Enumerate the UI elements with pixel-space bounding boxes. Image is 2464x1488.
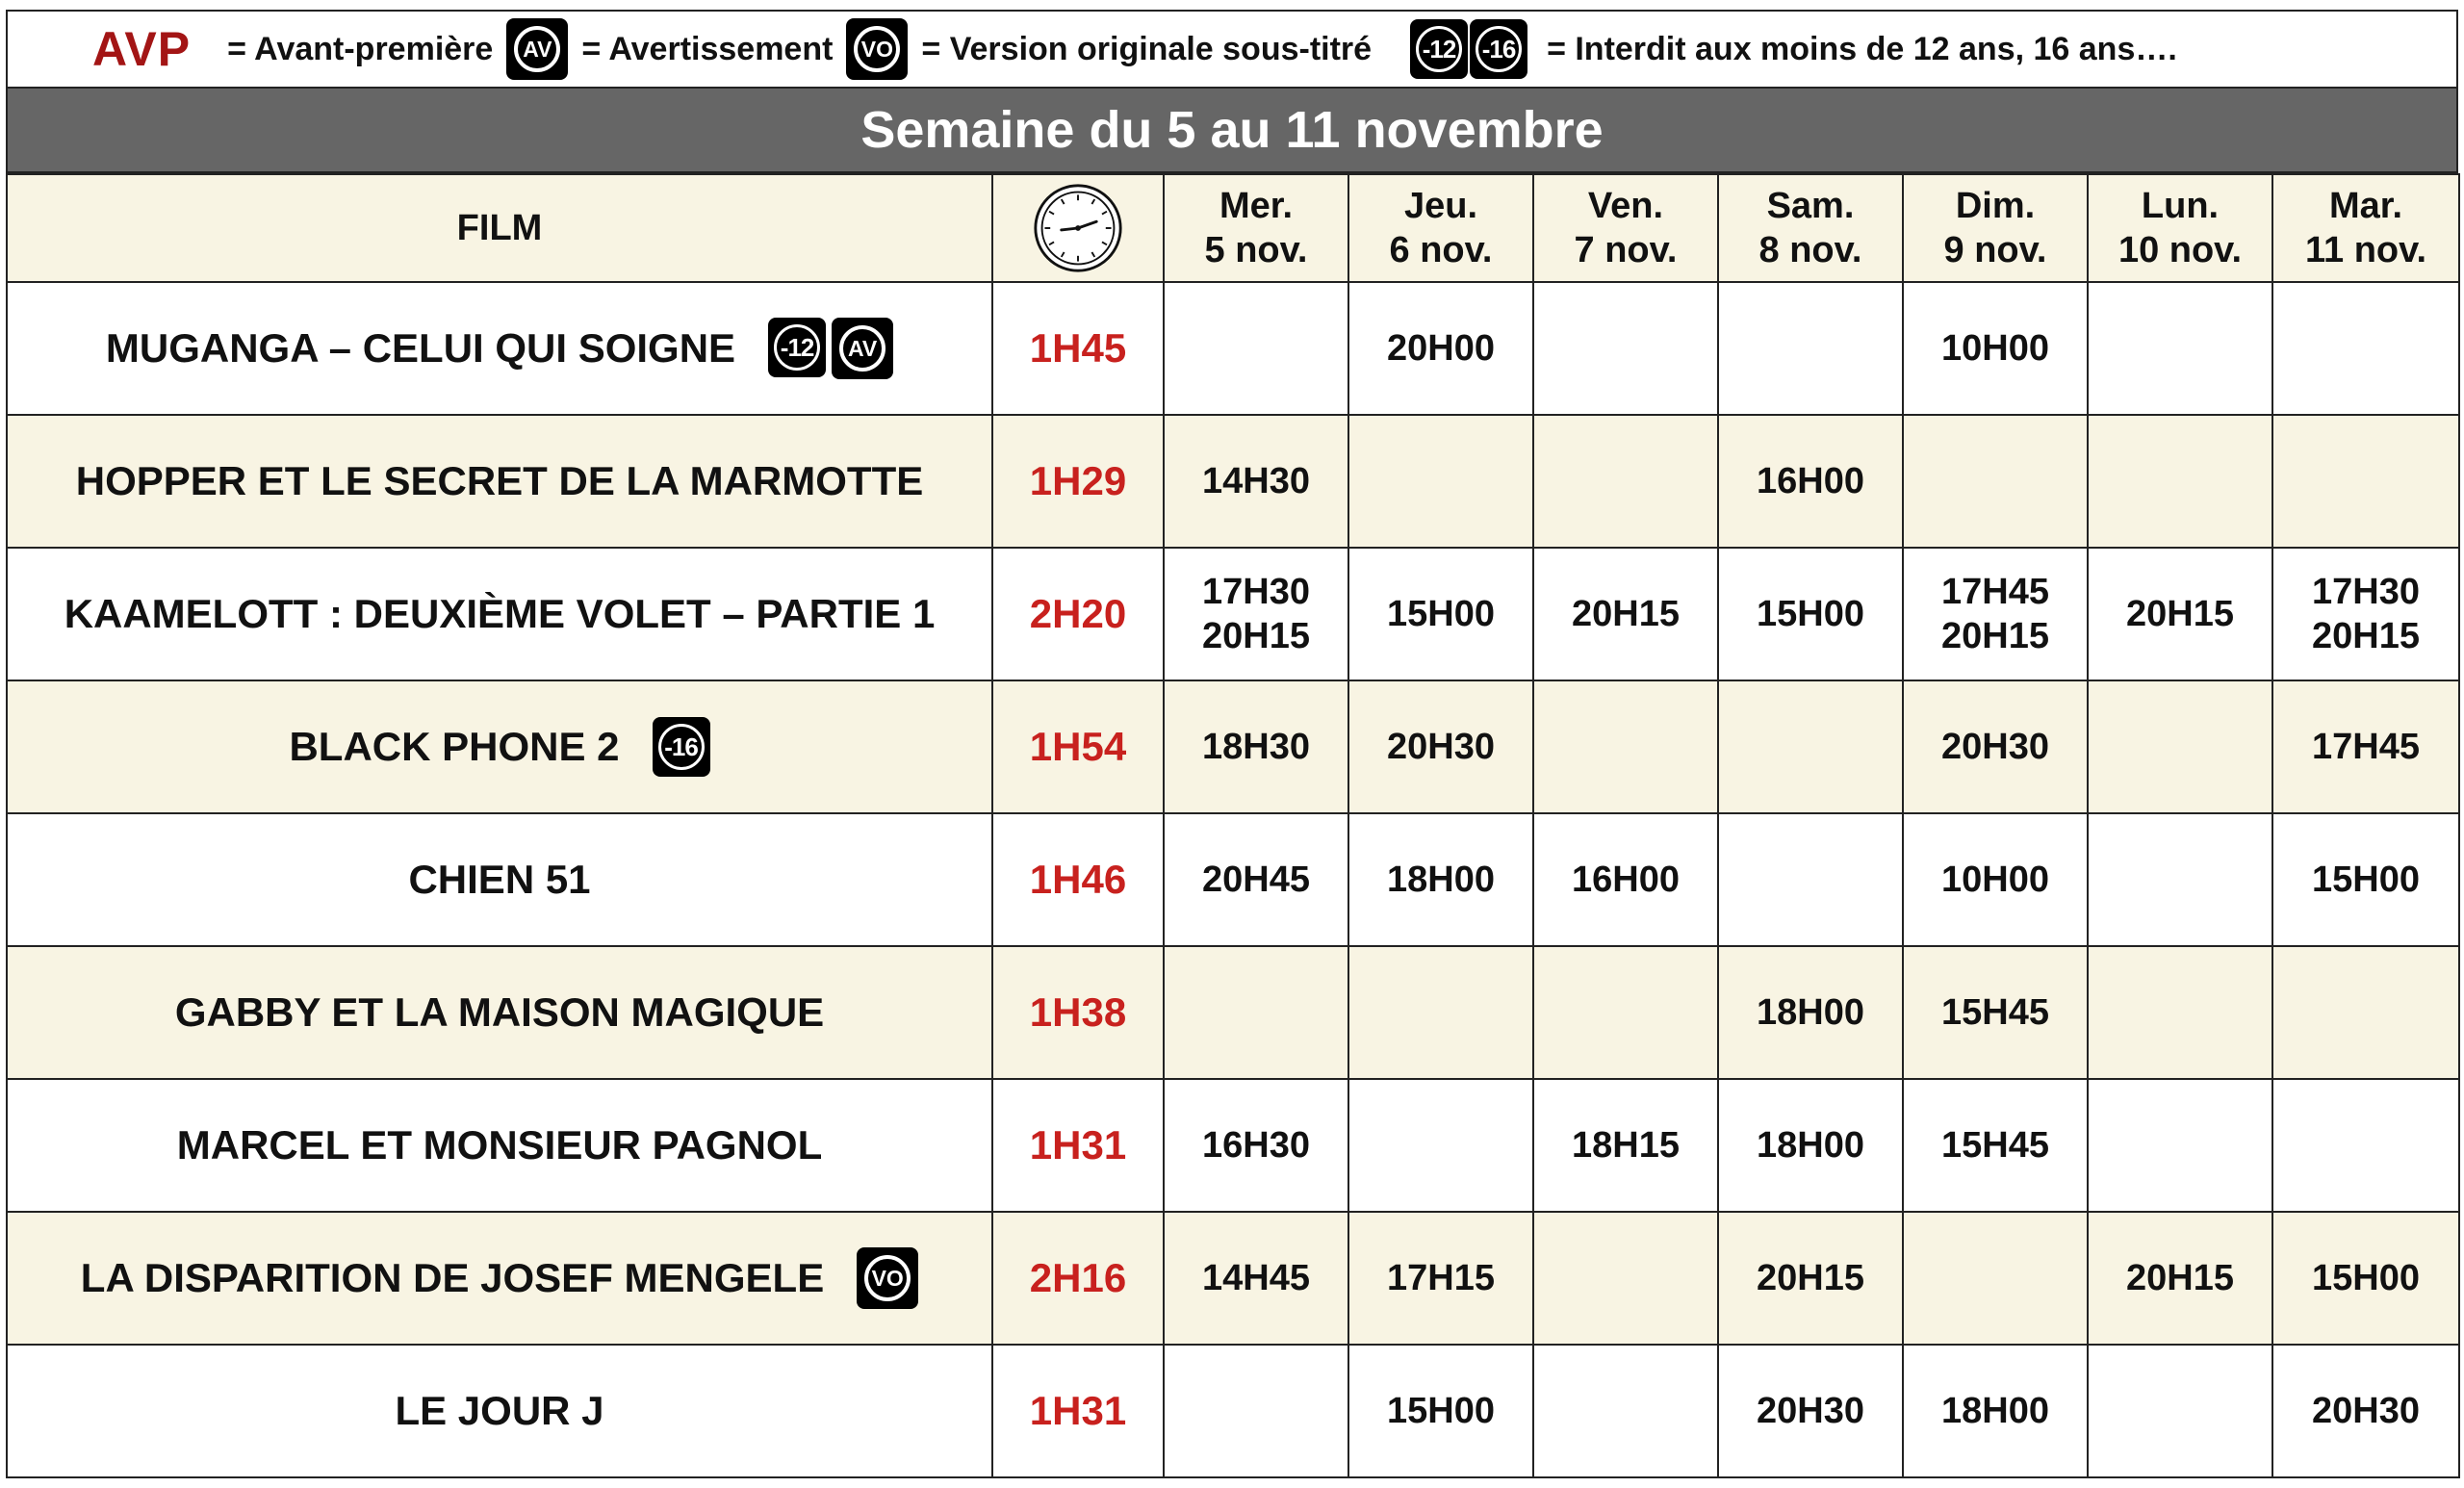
film-title bbox=[7, 680, 992, 813]
film-duration: 1H54 bbox=[992, 680, 1164, 813]
showtime-cell: 14H45 bbox=[1164, 1212, 1348, 1345]
showtime-cell: 20H30 bbox=[1903, 680, 2088, 813]
showtime-cell: 20H15 bbox=[1533, 548, 1718, 680]
showtime-cell: 15H00 bbox=[1718, 548, 1903, 680]
showtime-cell: 18H00 bbox=[1718, 946, 1903, 1079]
av-badge-icon: AV bbox=[506, 18, 568, 80]
film-title-text: BLACK PHONE 2 bbox=[289, 724, 620, 769]
showtime-cell bbox=[1533, 946, 1718, 1079]
showtime-cell bbox=[2272, 282, 2459, 415]
showtime-cell: 20H30 bbox=[2272, 1345, 2459, 1477]
showtime-cell: 10H00 bbox=[1903, 282, 2088, 415]
showtime-cell: 20H45 bbox=[1164, 813, 1348, 946]
showtime-cell: 20H15 bbox=[2088, 548, 2272, 680]
film-title-text: GABBY ET LA MAISON MAGIQUE bbox=[174, 989, 825, 1035]
showtime-cell: 16H30 bbox=[1164, 1079, 1348, 1212]
film-rows bbox=[7, 282, 2459, 1477]
showtime-cell bbox=[2088, 946, 2272, 1079]
showtime-cell: 17H30 20H15 bbox=[1164, 548, 1348, 680]
showtime-cell bbox=[1718, 680, 1903, 813]
age-description: = Interdit aux moins de 12 ans, 16 ans…. bbox=[1547, 30, 2177, 67]
schedule-table bbox=[6, 173, 2460, 1478]
film-duration: 1H31 bbox=[992, 1079, 1164, 1212]
film-row bbox=[7, 282, 2459, 415]
film-title-text: MARCEL ET MONSIEUR PAGNOL bbox=[176, 1122, 823, 1167]
showtime-cell: 17H15 bbox=[1348, 1212, 1533, 1345]
showtime-cell: 16H00 bbox=[1718, 415, 1903, 548]
film-column-header: FILM bbox=[7, 174, 992, 282]
film-title-text: CHIEN 51 bbox=[408, 857, 591, 902]
showtime-cell: 15H00 bbox=[2272, 813, 2459, 946]
age-16-badge-icon: -16 bbox=[1470, 19, 1527, 79]
header-row bbox=[7, 174, 2459, 282]
film-row bbox=[7, 813, 2459, 946]
week-title: Semaine du 5 au 11 novembre bbox=[6, 87, 2458, 173]
showtime-cell: 15H00 bbox=[1348, 1345, 1533, 1477]
av-badge-icon: AV bbox=[832, 318, 893, 379]
showtime-cell: 10H00 bbox=[1903, 813, 2088, 946]
legend-bar bbox=[6, 10, 2458, 87]
film-row bbox=[7, 680, 2459, 813]
day-header: Ven. 7 nov. bbox=[1533, 174, 1718, 282]
film-title-text: LE JOUR J bbox=[395, 1388, 604, 1433]
day-header: Sam. 8 nov. bbox=[1718, 174, 1903, 282]
film-title bbox=[7, 1079, 992, 1212]
showtime-cell bbox=[2088, 1345, 2272, 1477]
film-row bbox=[7, 946, 2459, 1079]
film-title-text: MUGANGA – CELUI QUI SOIGNE bbox=[105, 325, 736, 371]
showtime-cell bbox=[1533, 1212, 1718, 1345]
showtime-cell: 17H45 bbox=[2272, 680, 2459, 813]
film-title bbox=[7, 282, 992, 415]
film-title bbox=[7, 946, 992, 1079]
film-row bbox=[7, 1212, 2459, 1345]
showtime-cell: 15H00 bbox=[2272, 1212, 2459, 1345]
showtime-cell: 20H15 bbox=[1718, 1212, 1903, 1345]
showtime-cell: 18H30 bbox=[1164, 680, 1348, 813]
age-12-badge-icon: -12 bbox=[768, 318, 826, 377]
film-duration: 1H29 bbox=[992, 415, 1164, 548]
showtime-cell bbox=[1164, 1345, 1348, 1477]
day-header: Dim. 9 nov. bbox=[1903, 174, 2088, 282]
showtime-cell: 20H15 bbox=[2088, 1212, 2272, 1345]
film-title bbox=[7, 1212, 992, 1345]
showtime-cell bbox=[2088, 415, 2272, 548]
showtime-cell: 14H30 bbox=[1164, 415, 1348, 548]
age-12-badge-icon: -12 bbox=[1410, 19, 1468, 79]
showtime-cell bbox=[1164, 946, 1348, 1079]
vo-description: = Version originale sous-titré bbox=[921, 30, 1373, 67]
showtime-cell: 17H45 20H15 bbox=[1903, 548, 2088, 680]
film-duration: 1H38 bbox=[992, 946, 1164, 1079]
showtime-cell bbox=[1164, 282, 1348, 415]
showtime-cell bbox=[1718, 813, 1903, 946]
film-row bbox=[7, 1079, 2459, 1212]
film-duration: 2H20 bbox=[992, 548, 1164, 680]
film-row bbox=[7, 548, 2459, 680]
film-title bbox=[7, 1345, 992, 1477]
showtime-cell bbox=[1533, 680, 1718, 813]
film-duration: 1H31 bbox=[992, 1345, 1164, 1477]
showtime-cell bbox=[1348, 415, 1533, 548]
showtime-cell bbox=[1533, 415, 1718, 548]
showtime-cell bbox=[2088, 680, 2272, 813]
day-header: Lun. 10 nov. bbox=[2088, 174, 2272, 282]
day-header: Jeu. 6 nov. bbox=[1348, 174, 1533, 282]
showtime-cell: 18H15 bbox=[1533, 1079, 1718, 1212]
showtime-cell bbox=[2272, 415, 2459, 548]
showtime-cell: 15H00 bbox=[1348, 548, 1533, 680]
film-duration: 1H45 bbox=[992, 282, 1164, 415]
showtime-cell bbox=[1903, 415, 2088, 548]
film-duration: 1H46 bbox=[992, 813, 1164, 946]
day-header: Mar. 11 nov. bbox=[2272, 174, 2459, 282]
film-row bbox=[7, 1345, 2459, 1477]
day-header: Mer. 5 nov. bbox=[1164, 174, 1348, 282]
showtime-cell bbox=[1348, 1079, 1533, 1212]
showtime-cell: 18H00 bbox=[1903, 1345, 2088, 1477]
showtime-cell bbox=[2088, 1079, 2272, 1212]
showtime-cell: 16H00 bbox=[1533, 813, 1718, 946]
film-duration: 2H16 bbox=[992, 1212, 1164, 1345]
avp-description: = Avant-première bbox=[227, 30, 494, 67]
showtime-cell: 18H00 bbox=[1348, 813, 1533, 946]
avp-label: AVP bbox=[92, 22, 192, 76]
duration-column-header bbox=[992, 174, 1164, 282]
film-title-text: LA DISPARITION DE JOSEF MENGELE bbox=[80, 1255, 825, 1300]
film-title bbox=[7, 548, 992, 680]
av-description: = Avertissement bbox=[581, 30, 834, 67]
showtime-cell bbox=[2088, 282, 2272, 415]
showtime-cell bbox=[1348, 946, 1533, 1079]
showtime-cell bbox=[1718, 282, 1903, 415]
showtime-cell: 20H00 bbox=[1348, 282, 1533, 415]
vo-badge-icon: VO bbox=[846, 18, 908, 80]
clock-icon bbox=[1032, 182, 1124, 274]
showtime-cell: 18H00 bbox=[1718, 1079, 1903, 1212]
showtime-cell bbox=[1903, 1212, 2088, 1345]
showtime-cell: 20H30 bbox=[1718, 1345, 1903, 1477]
showtime-cell bbox=[1533, 282, 1718, 415]
showtime-cell: 17H30 20H15 bbox=[2272, 548, 2459, 680]
vo-badge-icon: VO bbox=[857, 1247, 918, 1309]
film-title bbox=[7, 813, 992, 946]
showtime-cell: 15H45 bbox=[1903, 1079, 2088, 1212]
showtime-cell bbox=[2088, 813, 2272, 946]
showtime-cell: 20H30 bbox=[1348, 680, 1533, 813]
showtime-cell bbox=[1533, 1345, 1718, 1477]
film-row bbox=[7, 415, 2459, 548]
age-16-badge-icon: -16 bbox=[653, 717, 710, 777]
film-title-text: HOPPER ET LE SECRET DE LA MARMOTTE bbox=[75, 458, 924, 503]
film-title bbox=[7, 415, 992, 548]
age-badges bbox=[1410, 19, 1527, 79]
film-title-text: KAAMELOTT : DEUXIÈME VOLET – PARTIE 1 bbox=[64, 591, 936, 636]
showtime-cell bbox=[2272, 1079, 2459, 1212]
showtime-cell: 15H45 bbox=[1903, 946, 2088, 1079]
showtime-cell bbox=[2272, 946, 2459, 1079]
